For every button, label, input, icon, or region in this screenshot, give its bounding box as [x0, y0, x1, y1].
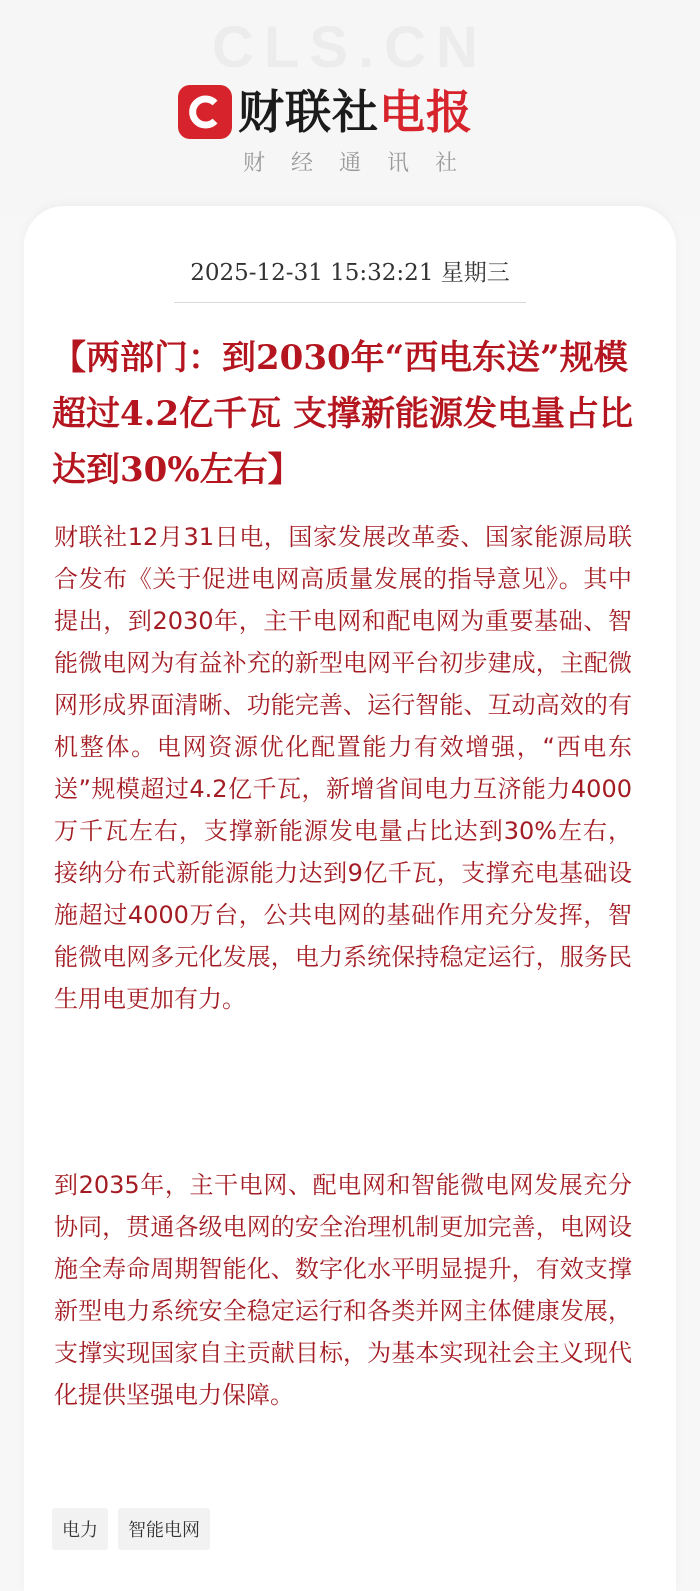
- divider: [174, 302, 526, 303]
- brand-logo: [178, 80, 473, 144]
- tag-power[interactable]: 电力: [52, 1508, 108, 1550]
- article-title: 【两部门：到2030年“西电东送”规模超过4.2亿千瓦 支撑新能源发电量占比达到30%左右】: [52, 338, 633, 490]
- article-paragraph-1: 财联社12月31日电，国家发展改革委、国家能源局联合发布《关于促进电网高质量发展的指导意见》。其中提出，到2030年，主干电网和配电网为重要基础、智能微电网为有益补充的新型电网平台初步建成，主配微网形成界面清晰、功能完善、运行智能、互动高效的有机整体。电网资源优化配置能力有效增强，“西电东送”规模超过4.2亿千瓦，新增省间电力互济能力4000万千瓦左右，支撑新能源发电量占比达到30%左右，接纳分布式新能源能力达到9亿千瓦，支撑充电基础设施超过4000万台，公共电网的基础作用充分发挥，智能微电网多元化发展，电力系统保持稳定运行，服务民生用电更加有力。: [54, 523, 632, 1013]
- article-datetime: 2025-12-31 15:32:21 星期三: [190, 260, 510, 286]
- tag-list: [52, 1508, 210, 1550]
- cls-c-logo-icon: [178, 85, 232, 139]
- brand-name-main: 财联社: [238, 85, 379, 139]
- brand-subtitle: 财经通讯社: [242, 151, 483, 176]
- brand-name-accent: 电报: [379, 85, 473, 139]
- watermark-text: CLS.CN: [212, 15, 488, 80]
- tag-smart-grid[interactable]: 智能电网: [118, 1508, 210, 1550]
- header: [0, 0, 700, 215]
- article-paragraph-2: 到2035年，主干电网、配电网和智能微电网发展充分协同，贯通各级电网的安全治理机制更加完善，电网设施全寿命周期智能化、数字化水平明显提升，有效支撑新型电力系统安全稳定运行和各类并网主体健康发展，支撑实现国家自主贡献目标，为基本实现社会主义现代化提供坚强电力保障。: [54, 1171, 632, 1409]
- article-card: [24, 206, 676, 1591]
